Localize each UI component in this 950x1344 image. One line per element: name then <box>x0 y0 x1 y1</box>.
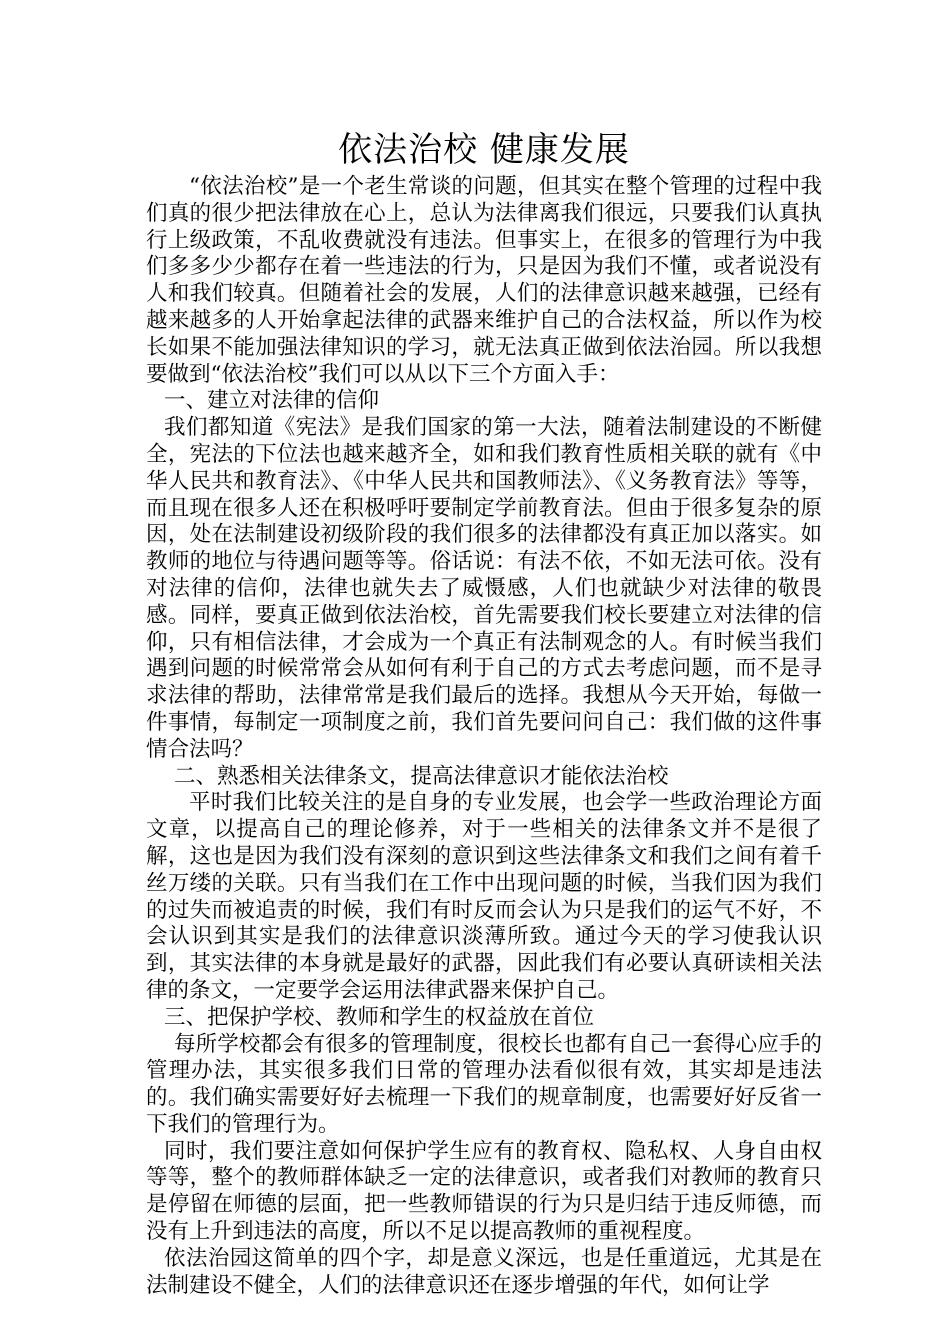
section-heading-1: 一、建立对法律的信仰 <box>164 388 380 414</box>
section-1-paragraph: 我们都知道《宪法》是我们国家的第一大法，随着法制建设的不断健全，宪法的下位法也越来越齐全，如和我们教育性质相关联的就有《中华人民共和教育法》、《中华人民共和国教师法》、《义务教育法》等等，而且现在很多人还在积极呼吁要制定学前教育法。但由于很多复杂的原因，处在法制建设初级阶段的我们很多的法律都没有真正加以落实。如教师的地位与待遇问题等等。俗话说：有法不依，不如无法可依。没有对法律的信仰，法律也就失去了威慑感，人们也就缺少对法律的敬畏感。同样，要真正做到依法治校，首先需要我们校长要建立对法律的信仰，只有相信法律，才会成为一个真正有法制观念的人。有时候当我们遇到问题的时候常常会从如何有利于自己的方式去考虑问题，而不是寻求法律的帮助，法律常常是我们最后的选择。我想从今天开始，每做一件事情，每制定一项制度之前，我们首先要问问自己：我们做的这件事情合法吗？ <box>146 415 822 762</box>
section-heading-3: 三、把保护学校、教师和学生的权益放在首位 <box>164 1004 595 1030</box>
intro-paragraph: “依法治校”是一个老生常谈的问题，但其实在整个管理的过程中我们真的很少把法律放在心上，总认为法律离我们很远，只要我们认真执行上级政策，不乱收费就没有违法。但事实上，在很多的管理行为中我们多多少少都存在着一些违法的行为，只是因为我们不懂，或者说没有人和我们较真。但随着社会的发展，人们的法律意识越来越强，已经有越来越多的人开始拿起法律的武器来维护自己的合法权益，所以作为校长如果不能加强法律知识的学习，就无法真正做到依法治园。所以我想要做到“依法治校”我们可以从以下三个方面入手： <box>146 174 822 387</box>
section-heading-2: 二、熟悉相关法律条文，提高法律意识才能依法治校 <box>174 763 669 789</box>
document-title: 依法治校 健康发展 <box>338 130 630 170</box>
document-page <box>146 126 822 1299</box>
section-3-paragraph-2: 同时，我们要注意如何保护学生应有的教育权、隐私权、人身自由权等等，整个的教师群体缺乏一定的法律意识，或者我们对教师的教育只是停留在师德的层面，把一些教师错误的行为只是归结于违反师德，而没有上升到违法的高度，所以不足以提高教师的重视程度。 <box>146 1138 822 1245</box>
closing-paragraph: 依法治园这简单的四个字，却是意义深远，也是任重道远，尤其是在法制建设不健全，人们的法律意识还在逐步增强的年代，如何让学 <box>146 1245 822 1298</box>
section-3-paragraph-1: 每所学校都会有很多的管理制度，很校长也都有自己一套得心应手的管理办法，其实很多我们日常的管理办法看似很有效，其实却是违法的。我们确实需要好好去梳理一下我们的规章制度，也需要好好反省一下我们的管理行为。 <box>146 1031 822 1137</box>
document-body <box>146 174 822 1299</box>
section-2-paragraph: 平时我们比较关注的是自身的专业发展，也会学一些政治理论方面文章，以提高自己的理论修养，对于一些相关的法律条文并不是很了解，这也是因为我们没有深刻的意识到这些法律条文和我们之间有着千丝万缕的关联。只有当我们在工作中出现问题的时候，当我们因为我们的过失而被追责的时候，我们有时反而会认为只是我们的运气不好，不会认识到其实是我们的法律意识淡薄所致。通过今天的学习使我认识到，其实法律的本身就是最好的武器，因此我们有必要认真研读相关法律的条文，一定要学会运用法律武器来保护自己。 <box>146 790 822 1003</box>
